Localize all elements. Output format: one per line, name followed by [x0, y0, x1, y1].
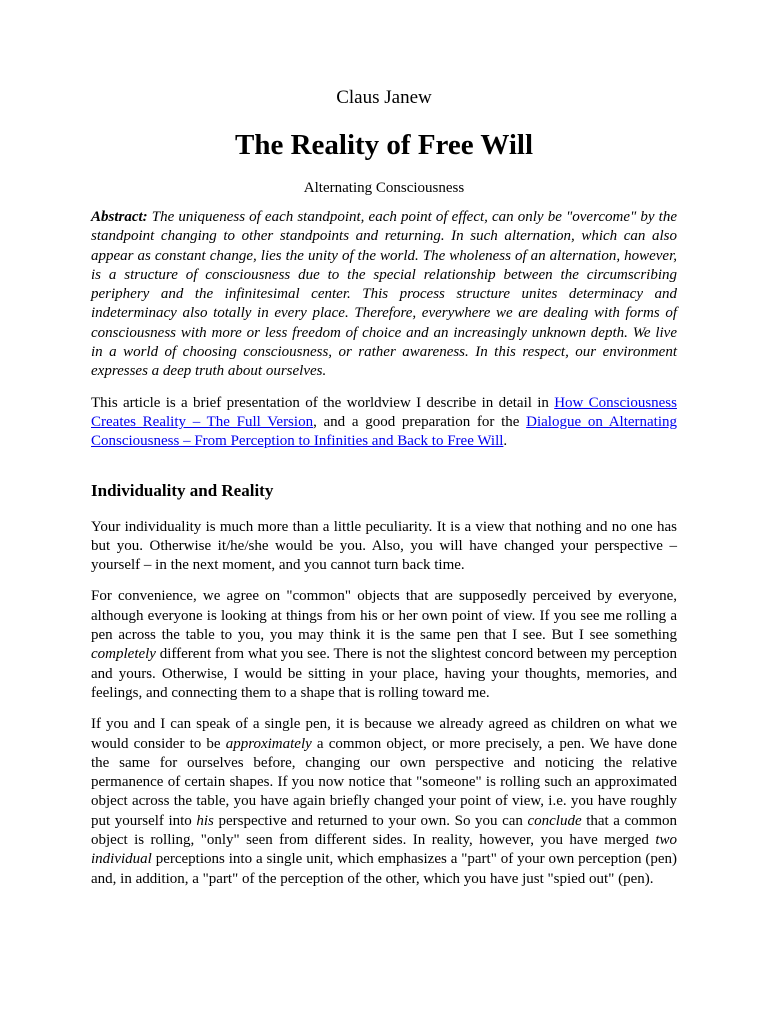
abstract-label: Abstract:	[91, 209, 148, 225]
document-title: The Reality of Free Will	[234, 129, 533, 161]
paragraph-3-emphasis-2: his	[196, 812, 214, 829]
paragraph-3-text-d: that a common object is rolling, "only" seen from different sides. In reality, however, you have merged	[91, 812, 677, 849]
body-paragraph-1: Your individuality is much more than a little peculiarity. It is a view that nothing and no one has but you. Otherwise it/he/she would be you. Also, you will have changed your perspective – yourself – in the next moment, and you cannot turn back time.	[91, 518, 677, 574]
intro-text-1: This article is a brief presentation of the worldview I describe in detail in	[91, 394, 555, 411]
paragraph-3-text-a: If you and I can speak of a single pen, it is because we already agreed as children on what we would consider to be	[91, 716, 677, 752]
author-name: Claus Janew	[336, 87, 432, 108]
full-version-link[interactable]: How Consciousness Creates Reality – The Full Version	[91, 394, 677, 430]
paragraph-3-emphasis-3: conclude	[527, 812, 582, 829]
intro-paragraph	[91, 394, 677, 452]
paragraph-3-text-c: perspective and returned to your own. So you can	[213, 812, 528, 829]
paragraph-2-text-a: For convenience, we agree on "common" objects that are supposedly perceived by everyone, although everyone is looking at things from his or her own point of view. If you see me rolling a pen across the table to you, you may think it is the same pen that I see. But I see something	[91, 588, 677, 644]
abstract-text: The uniqueness of each standpoint, each point of effect, can only be "overcome" by the standpoint changing to other standpoints and returning. In such alternation, which can also appear as constant change, lies the unity of the world. The wholeness of an alternation, however, is a structure of consciousness due to the special relationship between the circumscribing periphery and the infinitesimal center. This process structure unites determinacy and indeterminacy also totally in every place. Therefore, everywhere we are dealing with forms of consciousness with more or less freedom of choice and an increasingly unknown depth. We live in a world of choosing consciousness, or rather awareness. In this respect, our environment expresses a deep truth about ourselves.	[91, 209, 677, 380]
paragraph-3-text-e: perceptions into a single unit, which emphasizes a "part" of your own perception (pen) and, in addition, a "part" of the perception of the other, which you have just "spied out" (pen).	[91, 851, 677, 887]
body-paragraph-2	[91, 587, 677, 703]
intro-text-2: , and a good preparation for the	[313, 413, 527, 430]
intro-text-3: .	[503, 433, 508, 450]
paragraph-3-text-b: a common object, or more precisely, a pen. We have done the same for ourselves before, changing our own perspective and noticing the relative permanence of certain shapes. If you now notice that "someone" is rolling such an approximated object across the table, you have again briefly changed your point of view, i.e. you have roughly put yourself into	[91, 735, 677, 829]
paragraph-2-text-b: different from what you see. There is not the slightest concord between my perception and yours. Otherwise, I would be sitting in your place, having your thoughts, memories, and feelings, and connecting them to a shape that is rolling toward me.	[91, 646, 677, 701]
section-heading: Individuality and Reality	[91, 480, 274, 500]
document-subtitle: Alternating Consciousness	[303, 180, 465, 196]
abstract-paragraph	[91, 208, 677, 382]
paragraph-3-emphasis-4: two individual	[91, 832, 677, 868]
paragraph-2-emphasis-1: completely	[91, 646, 156, 663]
body-paragraph-3	[91, 715, 677, 889]
paragraph-3-emphasis-1: approximately	[225, 735, 312, 752]
dialogue-link[interactable]: Dialogue on Alternating Consciousness – From Perception to Infinities and Back to Free Will	[91, 413, 678, 450]
